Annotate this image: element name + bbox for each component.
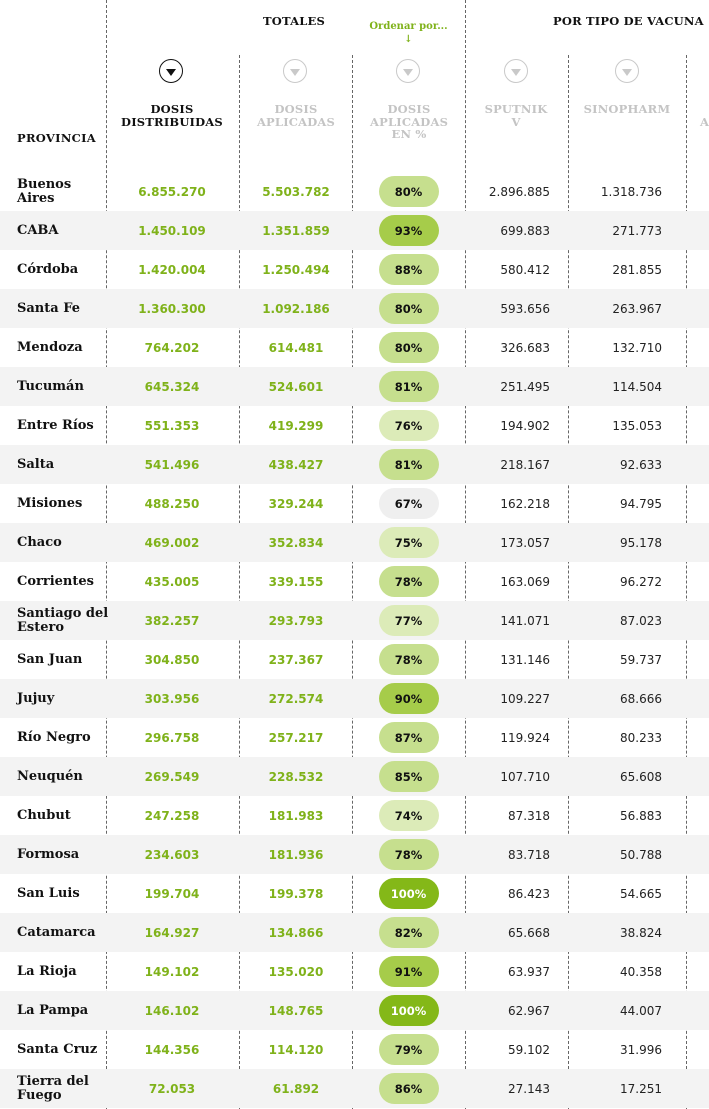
province-name: Santiago del Estero [17,605,109,635]
pct-cell [352,835,465,874]
dosis-distribuidas-value: 1.360.300 [138,301,206,316]
pct-pill: 93% [379,215,439,246]
sputnik-value: 162.218 [500,496,550,511]
pct-pill: 90% [379,683,439,714]
dosis-distribuidas-value: 6.855.270 [138,184,206,199]
table-row [0,406,709,445]
dosis-distribuidas-value: 1.450.109 [138,223,206,238]
province-name: Tucumán [17,378,84,394]
dosis-distribuidas-value: 304.850 [144,652,200,667]
sinopharm-value: 54.665 [620,886,662,901]
pct-pill: 88% [379,254,439,285]
dosis-aplicadas-value: 272.574 [268,691,324,706]
pct-cell [352,796,465,835]
sputnik-value: 699.883 [500,223,550,238]
sputnik-value: 119.924 [500,730,550,745]
dosis-aplicadas-value: 199.378 [268,886,324,901]
sinopharm-column-header[interactable]: SINOPHARM [583,102,671,116]
sputnik-value: 593.656 [500,301,550,316]
dosis-aplicadas-value: 352.834 [268,535,324,550]
pct-cell [352,1069,465,1108]
sinopharm-value: 40.358 [620,964,662,979]
pct-pill: 79% [379,1034,439,1065]
pct-cell [352,328,465,367]
table-row [0,211,709,250]
sputnik-value: 131.146 [500,652,550,667]
pct-pill: 74% [379,800,439,831]
table-row [0,991,709,1030]
sinopharm-value: 96.272 [620,574,662,589]
sinopharm-value: 132.710 [612,340,662,355]
sputnik-value: 163.069 [500,574,550,589]
sputnik-value: 2.896.885 [488,184,550,199]
province-name: Tierra del Fuego [17,1073,89,1103]
sputnik-value: 86.423 [508,886,550,901]
dosis-distribuidas-value: 144.356 [144,1042,200,1057]
province-name: Chubut [17,807,71,823]
pct-cell [352,562,465,601]
sinopharm-value: 87.023 [620,613,662,628]
dosis-aplicadas-value: 61.892 [272,1081,320,1096]
provincia-column-header: PROVINCIA [17,131,96,145]
pct-cell [352,367,465,406]
pct-cell [352,172,465,211]
table-row [0,874,709,913]
table-row [0,835,709,874]
sputnik-value: 141.071 [500,613,550,628]
province-name: Chaco [17,534,62,550]
province-name: Mendoza [17,339,83,355]
dosis-distribuidas-value: 303.956 [144,691,200,706]
dosis-aplicadas-value: 1.351.859 [262,223,330,238]
dosis-distribuidas-value: 296.758 [144,730,200,745]
dosis-distribuidas-value: 247.258 [144,808,200,823]
dosis-distribuidas-value: 764.202 [144,340,200,355]
sinopharm-value: 59.737 [620,652,662,667]
arrow-down-icon: ↓ [404,34,413,45]
province-name: Buenos Aires [17,176,72,206]
table-row [0,1069,709,1108]
sputnik-column-header[interactable]: SPUTNIK V [484,102,548,129]
dosis-aplicadas-value: 339.155 [268,574,324,589]
table-row [0,289,709,328]
province-name: Corrientes [17,573,94,589]
sinopharm-value: 56.883 [620,808,662,823]
province-name: San Juan [17,651,83,667]
next-column-header-fragment[interactable]: A [700,115,709,129]
province-name: Formosa [17,846,80,862]
pct-cell [352,679,465,718]
dosis-distribuidas-value: 435.005 [144,574,200,589]
sputnik-value: 62.967 [508,1003,550,1018]
dosis-aplicadas-value: 181.936 [268,847,324,862]
sputnik-value: 218.167 [500,457,550,472]
pct-pill: 67% [379,488,439,519]
province-name: Santa Fe [17,300,81,316]
dosis-aplicadas-value: 181.983 [268,808,324,823]
sinopharm-value: 38.824 [620,925,662,940]
sinopharm-value: 80.233 [620,730,662,745]
pct-pill: 82% [379,917,439,948]
dosis-distribuidas-value: 469.002 [144,535,200,550]
sinopharm-value: 281.855 [612,262,662,277]
sinopharm-value: 271.773 [612,223,662,238]
pct-cell [352,445,465,484]
sort-pct-button[interactable] [396,59,420,83]
sinopharm-value: 135.053 [612,418,662,433]
sputnik-value: 59.102 [508,1042,550,1057]
pct-cell [352,640,465,679]
dosis-distribuidas-value: 1.420.004 [138,262,206,277]
pct-cell [352,874,465,913]
dosis-aplicadas-value: 293.793 [268,613,324,628]
pct-cell [352,289,465,328]
sinopharm-value: 31.996 [620,1042,662,1057]
dosis-aplicadas-value: 135.020 [268,964,324,979]
sinopharm-value: 114.504 [612,379,662,394]
pct-pill: 100% [379,878,439,909]
dosis-aplicadas-value: 438.427 [268,457,324,472]
table-row [0,640,709,679]
table-row [0,367,709,406]
province-name: Misiones [17,495,83,511]
dosis-aplicadas-value: 228.532 [268,769,324,784]
pct-pill: 91% [379,956,439,987]
table-row [0,328,709,367]
pct-pill: 87% [379,722,439,753]
sputnik-value: 251.495 [500,379,550,394]
sort-aplicadas-button[interactable] [283,59,307,83]
sputnik-value: 109.227 [500,691,550,706]
sort-sinopharm-button[interactable] [615,59,639,83]
sinopharm-value: 263.967 [612,301,662,316]
table-row [0,601,709,640]
dosis-distribuidas-value: 645.324 [144,379,200,394]
sinopharm-value: 44.007 [620,1003,662,1018]
pct-cell [352,250,465,289]
pct-cell [352,484,465,523]
pct-pill: 77% [379,605,439,636]
table-row [0,679,709,718]
dosis-distribuidas-value: 149.102 [144,964,200,979]
pct-pill: 81% [379,449,439,480]
sinopharm-value: 95.178 [620,535,662,550]
dosis-aplicadas-value: 329.244 [268,496,324,511]
sputnik-value: 87.318 [508,808,550,823]
dosis-distribuidas-value: 382.257 [144,613,200,628]
sputnik-value: 326.683 [500,340,550,355]
sinopharm-value: 92.633 [620,457,662,472]
pct-cell [352,991,465,1030]
dosis-distribuidas-value: 146.102 [144,1003,200,1018]
table-row [0,523,709,562]
table-row [0,952,709,991]
pct-pill: 100% [379,995,439,1026]
aplicadas-column-header[interactable]: DOSIS APLICADAS [256,102,336,129]
province-name: Salta [17,456,55,472]
province-name: La Rioja [17,963,77,979]
dosis-distribuidas-value: 72.053 [148,1081,196,1096]
dosis-aplicadas-value: 614.481 [268,340,324,355]
province-name: Córdoba [17,261,79,277]
sinopharm-value: 17.251 [620,1081,662,1096]
distribuidas-column-header[interactable]: DOSIS DISTRIBUIDAS [121,102,223,129]
table-row [0,445,709,484]
sinopharm-value: 68.666 [620,691,662,706]
table-row [0,562,709,601]
dosis-distribuidas-value: 164.927 [144,925,200,940]
sputnik-value: 107.710 [500,769,550,784]
pct-pill: 85% [379,761,439,792]
table-row [0,718,709,757]
sort-triangle-icon [403,69,413,76]
sort-sputnik-button[interactable] [504,59,528,83]
dosis-aplicadas-value: 1.092.186 [262,301,330,316]
pct-pill: 80% [379,293,439,324]
table-row [0,1030,709,1069]
pct-pill: 78% [379,566,439,597]
pct-cell [352,757,465,796]
table-row [0,484,709,523]
sinopharm-value: 1.318.736 [600,184,662,199]
pct-cell [352,1030,465,1069]
pct-pill: 80% [379,176,439,207]
sort-triangle-icon [166,69,176,76]
pct-pill: 78% [379,644,439,675]
dosis-distribuidas-value: 541.496 [144,457,200,472]
province-name: La Pampa [17,1002,89,1018]
pct-cell [352,211,465,250]
sinopharm-value: 50.788 [620,847,662,862]
dosis-distribuidas-value: 199.704 [144,886,200,901]
province-name: Santa Cruz [17,1041,98,1057]
totales-group-title: TOTALES [263,14,325,28]
dosis-aplicadas-value: 148.765 [268,1003,324,1018]
sinopharm-value: 65.608 [620,769,662,784]
sort-by-label: Ordenar por... [369,21,448,32]
dosis-aplicadas-value: 114.120 [268,1042,324,1057]
dosis-aplicadas-value: 257.217 [268,730,324,745]
pct-pill: 76% [379,410,439,441]
sputnik-value: 63.937 [508,964,550,979]
vaccine-type-group-title: POR TIPO DE VACUNA [553,14,704,28]
province-name: Catamarca [17,924,96,940]
sinopharm-value: 94.795 [620,496,662,511]
province-name: Neuquén [17,768,83,784]
pct-cell [352,952,465,991]
province-table-body [0,172,709,1108]
dosis-aplicadas-value: 134.866 [268,925,324,940]
sputnik-value: 65.668 [508,925,550,940]
province-name: Río Negro [17,729,91,745]
pct-pill: 80% [379,332,439,363]
pct-cell [352,718,465,757]
pct-pill: 86% [379,1073,439,1104]
pct-column-header[interactable]: DOSIS APLICADAS EN % [370,102,449,141]
table-row [0,172,709,211]
dosis-distribuidas-value: 234.603 [144,847,200,862]
dosis-distribuidas-value: 551.353 [144,418,200,433]
sputnik-value: 27.143 [508,1081,550,1096]
table-row [0,796,709,835]
dosis-distribuidas-value: 488.250 [144,496,200,511]
sort-triangle-icon [622,69,632,76]
dosis-distribuidas-value: 269.549 [144,769,200,784]
sort-triangle-icon [290,69,300,76]
sputnik-value: 83.718 [508,847,550,862]
dosis-aplicadas-value: 524.601 [268,379,324,394]
sort-distribuidas-button[interactable] [159,59,183,83]
dosis-aplicadas-value: 419.299 [268,418,324,433]
pct-cell [352,523,465,562]
table-row [0,250,709,289]
pct-pill: 81% [379,371,439,402]
province-name: CABA [17,222,59,238]
sort-triangle-icon [511,69,521,76]
sputnik-value: 173.057 [500,535,550,550]
pct-cell [352,406,465,445]
pct-cell [352,601,465,640]
sputnik-value: 580.412 [500,262,550,277]
pct-pill: 78% [379,839,439,870]
table-row [0,757,709,796]
pct-cell [352,913,465,952]
table-row [0,913,709,952]
pct-pill: 75% [379,527,439,558]
province-name: San Luis [17,885,80,901]
sort-by-hint [352,20,465,46]
province-name: Entre Ríos [17,417,94,433]
province-name: Jujuy [17,690,55,706]
dosis-aplicadas-value: 1.250.494 [262,262,330,277]
dosis-aplicadas-value: 5.503.782 [262,184,330,199]
dosis-aplicadas-value: 237.367 [268,652,324,667]
sputnik-value: 194.902 [500,418,550,433]
